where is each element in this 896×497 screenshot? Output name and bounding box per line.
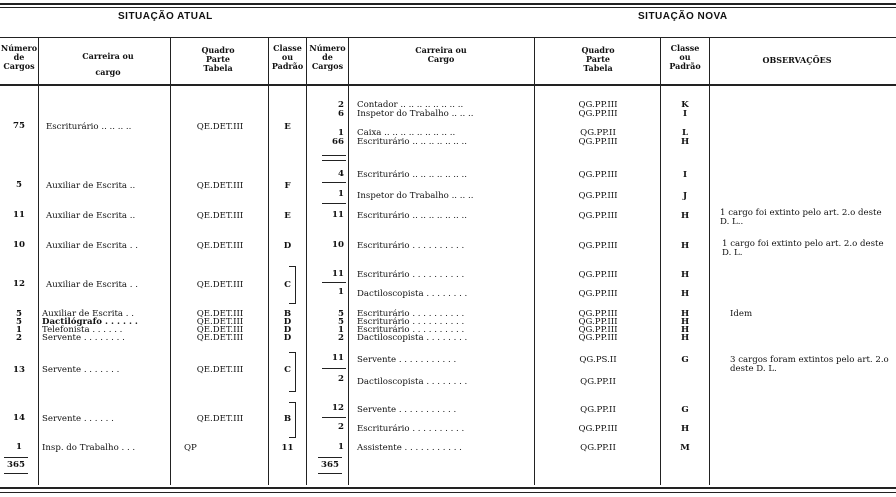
- nova-classe: H: [680, 424, 690, 434]
- nova-cargo: Contador .. .. .. .. .. .. .. ..: [357, 100, 464, 110]
- nova-classe: H: [680, 137, 690, 147]
- nova-cargo: Servente . . . . . . . . . . .: [357, 405, 457, 415]
- col-divider: [534, 37, 535, 485]
- classe-bracket: [289, 402, 296, 438]
- nova-num: 5: [338, 309, 344, 319]
- nova-cargo: Escriturário .. .. .. .. .. .. ..: [357, 211, 467, 221]
- nova-quadro: QG.PP.II: [580, 128, 616, 138]
- atual-cargo: Auxiliar de Escrita . .: [46, 280, 138, 290]
- nova-quadro: QG.PP.III: [578, 211, 618, 221]
- nova-num: 2: [338, 100, 344, 110]
- nova-quadro: QG.PS.II: [579, 355, 617, 365]
- nova-quadro: QG.PP.III: [578, 191, 618, 201]
- col-divider: [306, 37, 307, 485]
- atual-num: 5: [16, 317, 22, 327]
- nova-cargo: Servente . . . . . . . . . . .: [357, 355, 457, 365]
- col-header-num-nova: Número de Cargos: [309, 43, 346, 71]
- atual-classe: E: [284, 122, 291, 132]
- atual-num: 13: [13, 365, 25, 375]
- atual-quadro: QE.DET.III: [196, 122, 244, 132]
- atual-cargo: Telefonista . . . . . .: [42, 325, 123, 335]
- atual-cargo: Servente . . . . . .: [42, 414, 114, 424]
- atual-classe: D: [283, 317, 292, 327]
- atual-quadro: QE.DET.III: [196, 365, 244, 375]
- total-atual: 365: [7, 460, 25, 470]
- bottom-rule: [0, 487, 896, 489]
- nova-cargo: Escriturário . . . . . . . . . .: [357, 241, 465, 251]
- atual-num: 10: [13, 240, 25, 250]
- top-rule-2: [0, 7, 896, 8]
- atual-quadro: QE.DET.III: [196, 317, 244, 327]
- nova-num: 11: [332, 353, 344, 363]
- nova-num: 4: [338, 169, 344, 179]
- col-header-quadro-nova: Quadro Parte Tabela: [581, 45, 615, 73]
- nova-classe: I: [682, 170, 688, 180]
- nova-num: 11: [332, 210, 344, 220]
- col-header-carreira-nova: Carreira ou Cargo: [415, 45, 467, 64]
- nova-classe: H: [680, 317, 690, 327]
- nova-cargo: Assistente . . . . . . . . . . .: [357, 443, 462, 453]
- atual-cargo: Servente . . . . . . . .: [42, 333, 125, 343]
- nova-quadro: QG.PP.II: [580, 443, 616, 453]
- nova-cargo: Escriturário . . . . . . . . . .: [357, 309, 465, 319]
- nova-classe: M: [680, 443, 690, 453]
- nova-quadro: QG.PP.III: [578, 325, 618, 335]
- atual-classe: D: [283, 241, 292, 251]
- total-rule: [4, 473, 28, 474]
- atual-num: 5: [16, 309, 22, 319]
- atual-classe: B: [283, 309, 292, 319]
- nova-cargo: Escriturário .. .. .. .. .. .. ..: [357, 170, 467, 180]
- atual-classe: C: [284, 280, 291, 290]
- col-divider: [660, 37, 661, 485]
- atual-cargo: Auxiliar de Escrita . .: [42, 309, 134, 319]
- row-rule: [322, 182, 346, 183]
- nova-quadro: QG.PP.II: [580, 377, 616, 387]
- nova-quadro: QG.PP.III: [578, 424, 618, 434]
- header-rule-top: [0, 37, 896, 38]
- heading-situacao-atual: SITUAÇÃO ATUAL: [118, 11, 213, 22]
- nova-num: 6: [338, 109, 344, 119]
- atual-num: 2: [16, 333, 22, 343]
- atual-classe: D: [283, 333, 292, 343]
- col-header-classe-nova: Classe ou Padrão: [669, 43, 701, 71]
- observacao: 3 cargos foram extintos pelo art. 2.o deste D. L.: [730, 355, 889, 374]
- classe-bracket: [289, 266, 296, 304]
- col-header-carreira-atual: Carreira ou cargo: [82, 51, 134, 77]
- nova-num: 2: [338, 374, 344, 384]
- atual-classe: F: [284, 181, 291, 191]
- nova-num: 2: [338, 422, 344, 432]
- observacao: Idem: [730, 309, 753, 319]
- header-rule-bottom: [0, 84, 896, 86]
- atual-classe: C: [284, 365, 291, 375]
- nova-num: 1: [338, 287, 344, 297]
- atual-quadro: QE.DET.III: [196, 309, 244, 319]
- atual-classe: E: [284, 211, 291, 221]
- nova-cargo: Escriturário . . . . . . . . . .: [357, 317, 465, 327]
- nova-num: 11: [332, 269, 344, 279]
- atual-num: 11: [13, 210, 25, 220]
- nova-quadro: QG.PP.III: [578, 317, 618, 327]
- nova-cargo: Escriturário . . . . . . . . . .: [357, 270, 465, 280]
- total-rule: [318, 457, 342, 458]
- nova-cargo: Inspetor do Trabalho .. .. ..: [357, 109, 474, 119]
- atual-quadro: QE.DET.III: [196, 280, 244, 290]
- nova-classe: J: [682, 191, 688, 201]
- col-divider: [268, 37, 269, 485]
- total-rule: [4, 457, 28, 458]
- atual-num: 12: [13, 279, 25, 289]
- nova-num: 66: [332, 137, 344, 147]
- atual-classe: D: [283, 325, 292, 335]
- classe-bracket: [289, 352, 296, 392]
- atual-quadro: QE.DET.III: [196, 414, 244, 424]
- nova-cargo: Dactiloscopista . . . . . . . .: [357, 333, 468, 343]
- heading-situacao-nova: SITUAÇÃO NOVA: [638, 11, 728, 22]
- total-rule: [318, 473, 342, 474]
- nova-num: 1: [338, 128, 344, 138]
- col-header-num-atual: Número de Cargos: [0, 43, 38, 71]
- atual-quadro: QE.DET.III: [196, 211, 244, 221]
- nova-cargo: Inspetor do Trabalho .. .. ..: [357, 191, 474, 201]
- nova-cargo: Dactiloscopista . . . . . . . .: [357, 377, 468, 387]
- atual-cargo: Auxiliar de Escrita ..: [46, 181, 136, 191]
- nova-quadro: QG.PP.III: [578, 289, 618, 299]
- atual-cargo: Dactilógrafo . . . . . .: [42, 317, 138, 327]
- nova-classe: H: [680, 309, 690, 319]
- nova-quadro: QG.PP.III: [578, 333, 618, 343]
- nova-classe: L: [681, 128, 689, 138]
- nova-classe: H: [680, 333, 690, 343]
- nova-cargo: Escriturário . . . . . . . . . .: [357, 325, 465, 335]
- total-nova: 365: [321, 460, 339, 470]
- nova-classe: H: [680, 289, 690, 299]
- nova-classe: H: [680, 241, 690, 251]
- atual-num: 5: [16, 180, 22, 190]
- atual-quadro: QE.DET.III: [196, 241, 244, 251]
- atual-cargo: Auxiliar de Escrita . .: [46, 241, 138, 251]
- col-header-observacoes: OBSERVAÇÕES: [762, 55, 832, 65]
- nova-cargo: Dactiloscopista . . . . . . . .: [357, 289, 468, 299]
- nova-quadro: QG.PP.III: [578, 137, 618, 147]
- nova-quadro: QG.PP.III: [578, 270, 618, 280]
- observacao: 1 cargo foi extinto pelo art. 2.o deste D. L.: [722, 239, 884, 258]
- atual-cargo: Escriturário .. .. .. ..: [46, 122, 132, 132]
- nova-num: 1: [338, 325, 344, 335]
- nova-num: 1: [338, 189, 344, 199]
- col-header-quadro-atual: Quadro Parte Tabela: [201, 45, 235, 73]
- sum-rule: [322, 160, 346, 161]
- atual-num: 14: [13, 413, 25, 423]
- nova-quadro: QG.PP.III: [578, 170, 618, 180]
- col-divider: [709, 37, 710, 485]
- atual-cargo: Insp. do Trabalho . . .: [42, 443, 136, 453]
- nova-quadro: QG.PP.III: [578, 109, 618, 119]
- atual-num: 1: [16, 442, 22, 452]
- col-divider: [348, 37, 349, 485]
- nova-cargo: Caixa .. .. .. .. .. .. .. .. ..: [357, 128, 456, 138]
- col-header-classe-atual: Classe ou Padrão: [271, 43, 304, 71]
- nova-quadro: QG.PP.II: [580, 405, 616, 415]
- nova-cargo: Escriturário . . . . . . . . . .: [357, 424, 465, 434]
- atual-cargo: Servente . . . . . . .: [42, 365, 120, 375]
- nova-classe: H: [680, 270, 690, 280]
- atual-num: 1: [16, 325, 22, 335]
- nova-num: 5: [338, 317, 344, 327]
- nova-cargo: Escriturário .. .. .. .. .. .. ..: [357, 137, 467, 147]
- observacao: 1 cargo foi extinto pelo art. 2.o deste D. L..: [720, 208, 882, 227]
- nova-quadro: QG.PP.III: [578, 309, 618, 319]
- col-divider: [38, 37, 39, 485]
- atual-classe: B: [283, 414, 292, 424]
- atual-quadro: QE.DET.III: [196, 325, 244, 335]
- nova-quadro: QG.PP.III: [578, 241, 618, 251]
- row-rule: [322, 203, 346, 204]
- atual-quadro: QE.DET.III: [196, 333, 244, 343]
- row-rule: [322, 417, 346, 418]
- nova-classe: G: [681, 405, 689, 415]
- nova-quadro: QG.PP.III: [578, 100, 618, 110]
- atual-cargo: Auxiliar de Escrita ..: [46, 211, 136, 221]
- nova-classe: K: [681, 100, 689, 110]
- nova-num: 2: [338, 333, 344, 343]
- top-rule: [0, 3, 896, 5]
- nova-num: 12: [332, 403, 344, 413]
- nova-classe: H: [680, 211, 690, 221]
- nova-classe: H: [680, 325, 690, 335]
- atual-num: 75: [13, 121, 25, 131]
- atual-classe: 11: [281, 443, 294, 453]
- nova-num: 1: [338, 442, 344, 452]
- row-rule: [322, 368, 346, 369]
- row-rule: [322, 282, 346, 283]
- atual-quadro: QP: [184, 443, 197, 453]
- nova-classe: I: [682, 109, 688, 119]
- nova-classe: G: [681, 355, 689, 365]
- bottom-rule-2: [0, 492, 896, 493]
- sum-rule: [322, 155, 346, 156]
- col-divider: [170, 37, 171, 485]
- nova-num: 10: [332, 240, 344, 250]
- atual-quadro: QE.DET.III: [196, 181, 244, 191]
